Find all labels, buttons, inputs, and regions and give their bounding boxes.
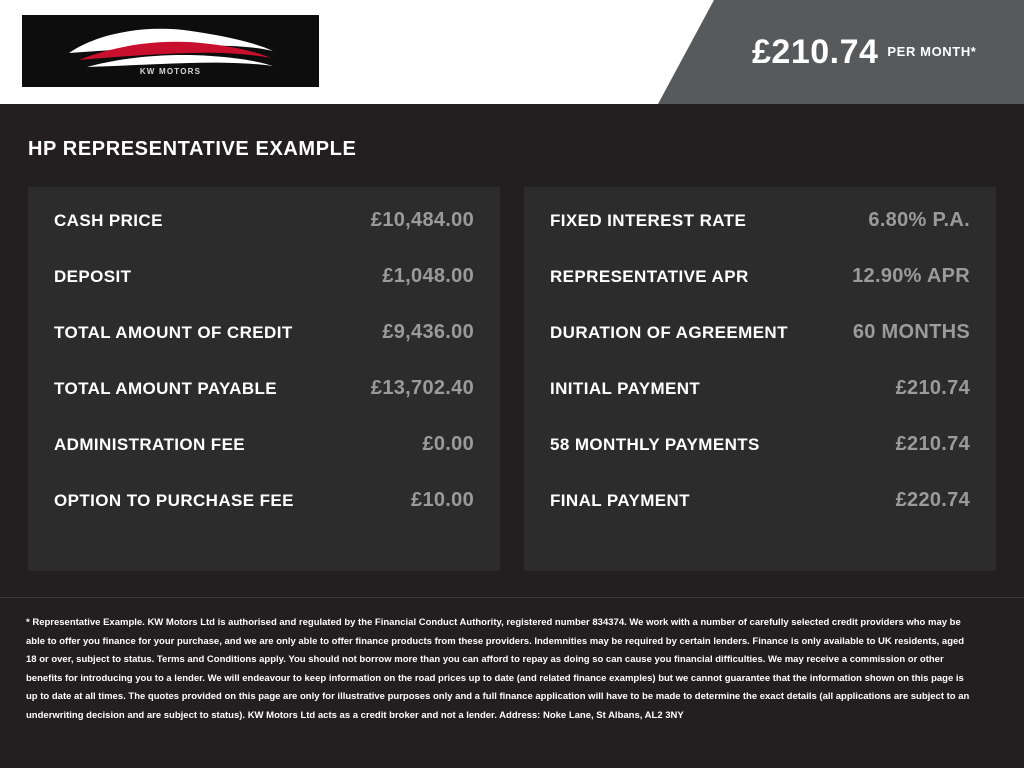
row-label: TOTAL AMOUNT OF CREDIT: [54, 323, 293, 342]
table-row: [550, 321, 970, 377]
row-label: DEPOSIT: [54, 267, 132, 286]
table-row: [54, 377, 474, 433]
table-row: [54, 433, 474, 489]
row-label: 58 MONTHLY PAYMENTS: [550, 435, 760, 454]
finance-details: [0, 187, 1024, 571]
row-label: FIXED INTEREST RATE: [550, 211, 747, 230]
table-row: [54, 209, 474, 265]
right-details-panel: [524, 187, 996, 571]
table-row: [550, 209, 970, 265]
row-label: REPRESENTATIVE APR: [550, 267, 749, 286]
dealer-logo[interactable]: [22, 15, 319, 87]
row-value: £210.74: [895, 377, 970, 399]
page-title: HP REPRESENTATIVE EXAMPLE: [28, 138, 357, 160]
row-value: £220.74: [895, 489, 970, 511]
row-value: £0.00: [422, 433, 474, 455]
row-value: £210.74: [895, 433, 970, 455]
table-row: [550, 265, 970, 321]
row-label: ADMINISTRATION FEE: [54, 435, 246, 454]
table-row: [54, 321, 474, 377]
row-value: 60 MONTHS: [852, 321, 970, 343]
row-label: INITIAL PAYMENT: [550, 379, 701, 398]
row-label: OPTION TO PURCHASE FEE: [54, 491, 294, 510]
header-bar: [0, 0, 1024, 104]
representative-example-footnote: * Representative Example. KW Motors Ltd is authorised and regulated by the Financial Conduct Authority, registered number 834374. We work with a number of carefully selected credit providers who may be able to offer you finance for your purchase, and we are only able to offer finance products from these providers. Indemnities may be required by certain lenders. Finance is only available to UK residents, aged 18 or over, subject to status. Terms and Conditions apply. You should not borrow more than you can afford to repay as doing so can cause you financial difficulties. We may receive a commission or other benefits for introducing you to a lender. We will endeavour to keep information on the road prices up to date (and related finance examples) but we cannot guarantee that the information shown on this page is up to date at all times. The quotes provided on this page are only for illustrative purposes only and a full finance application will have to be made to determine the exact details (all applications are subject to an underwriting decision and are subject to status). KW Motors Ltd acts as a credit broker and not a lender. Address: Noke Lane, St Albans, AL2 3NY: [26, 617, 970, 721]
row-value: 12.90% APR: [852, 265, 970, 287]
row-label: DURATION OF AGREEMENT: [550, 323, 788, 342]
row-label: TOTAL AMOUNT PAYABLE: [54, 379, 278, 398]
table-row: [54, 489, 474, 545]
row-value: £9,436.00: [382, 321, 474, 343]
row-value: £1,048.00: [382, 265, 474, 287]
row-value: £10,484.00: [370, 209, 474, 231]
row-value: 6.80% P.A.: [868, 209, 970, 231]
table-row: [550, 377, 970, 433]
price-period-label: PER MONTH*: [887, 43, 977, 59]
left-details-panel: [28, 187, 500, 571]
row-label: FINAL PAYMENT: [550, 491, 690, 510]
monthly-price-panel: [714, 0, 1024, 104]
car-silhouette-icon: [61, 23, 281, 79]
table-row: [54, 265, 474, 321]
row-value: £13,702.40: [370, 377, 474, 399]
logo-wordmark: KW MOTORS: [139, 67, 202, 76]
row-value: £10.00: [411, 489, 474, 511]
table-row: [550, 433, 970, 489]
row-label: CASH PRICE: [54, 211, 163, 230]
table-row: [550, 489, 970, 545]
price-amount: £210.74: [752, 32, 879, 71]
